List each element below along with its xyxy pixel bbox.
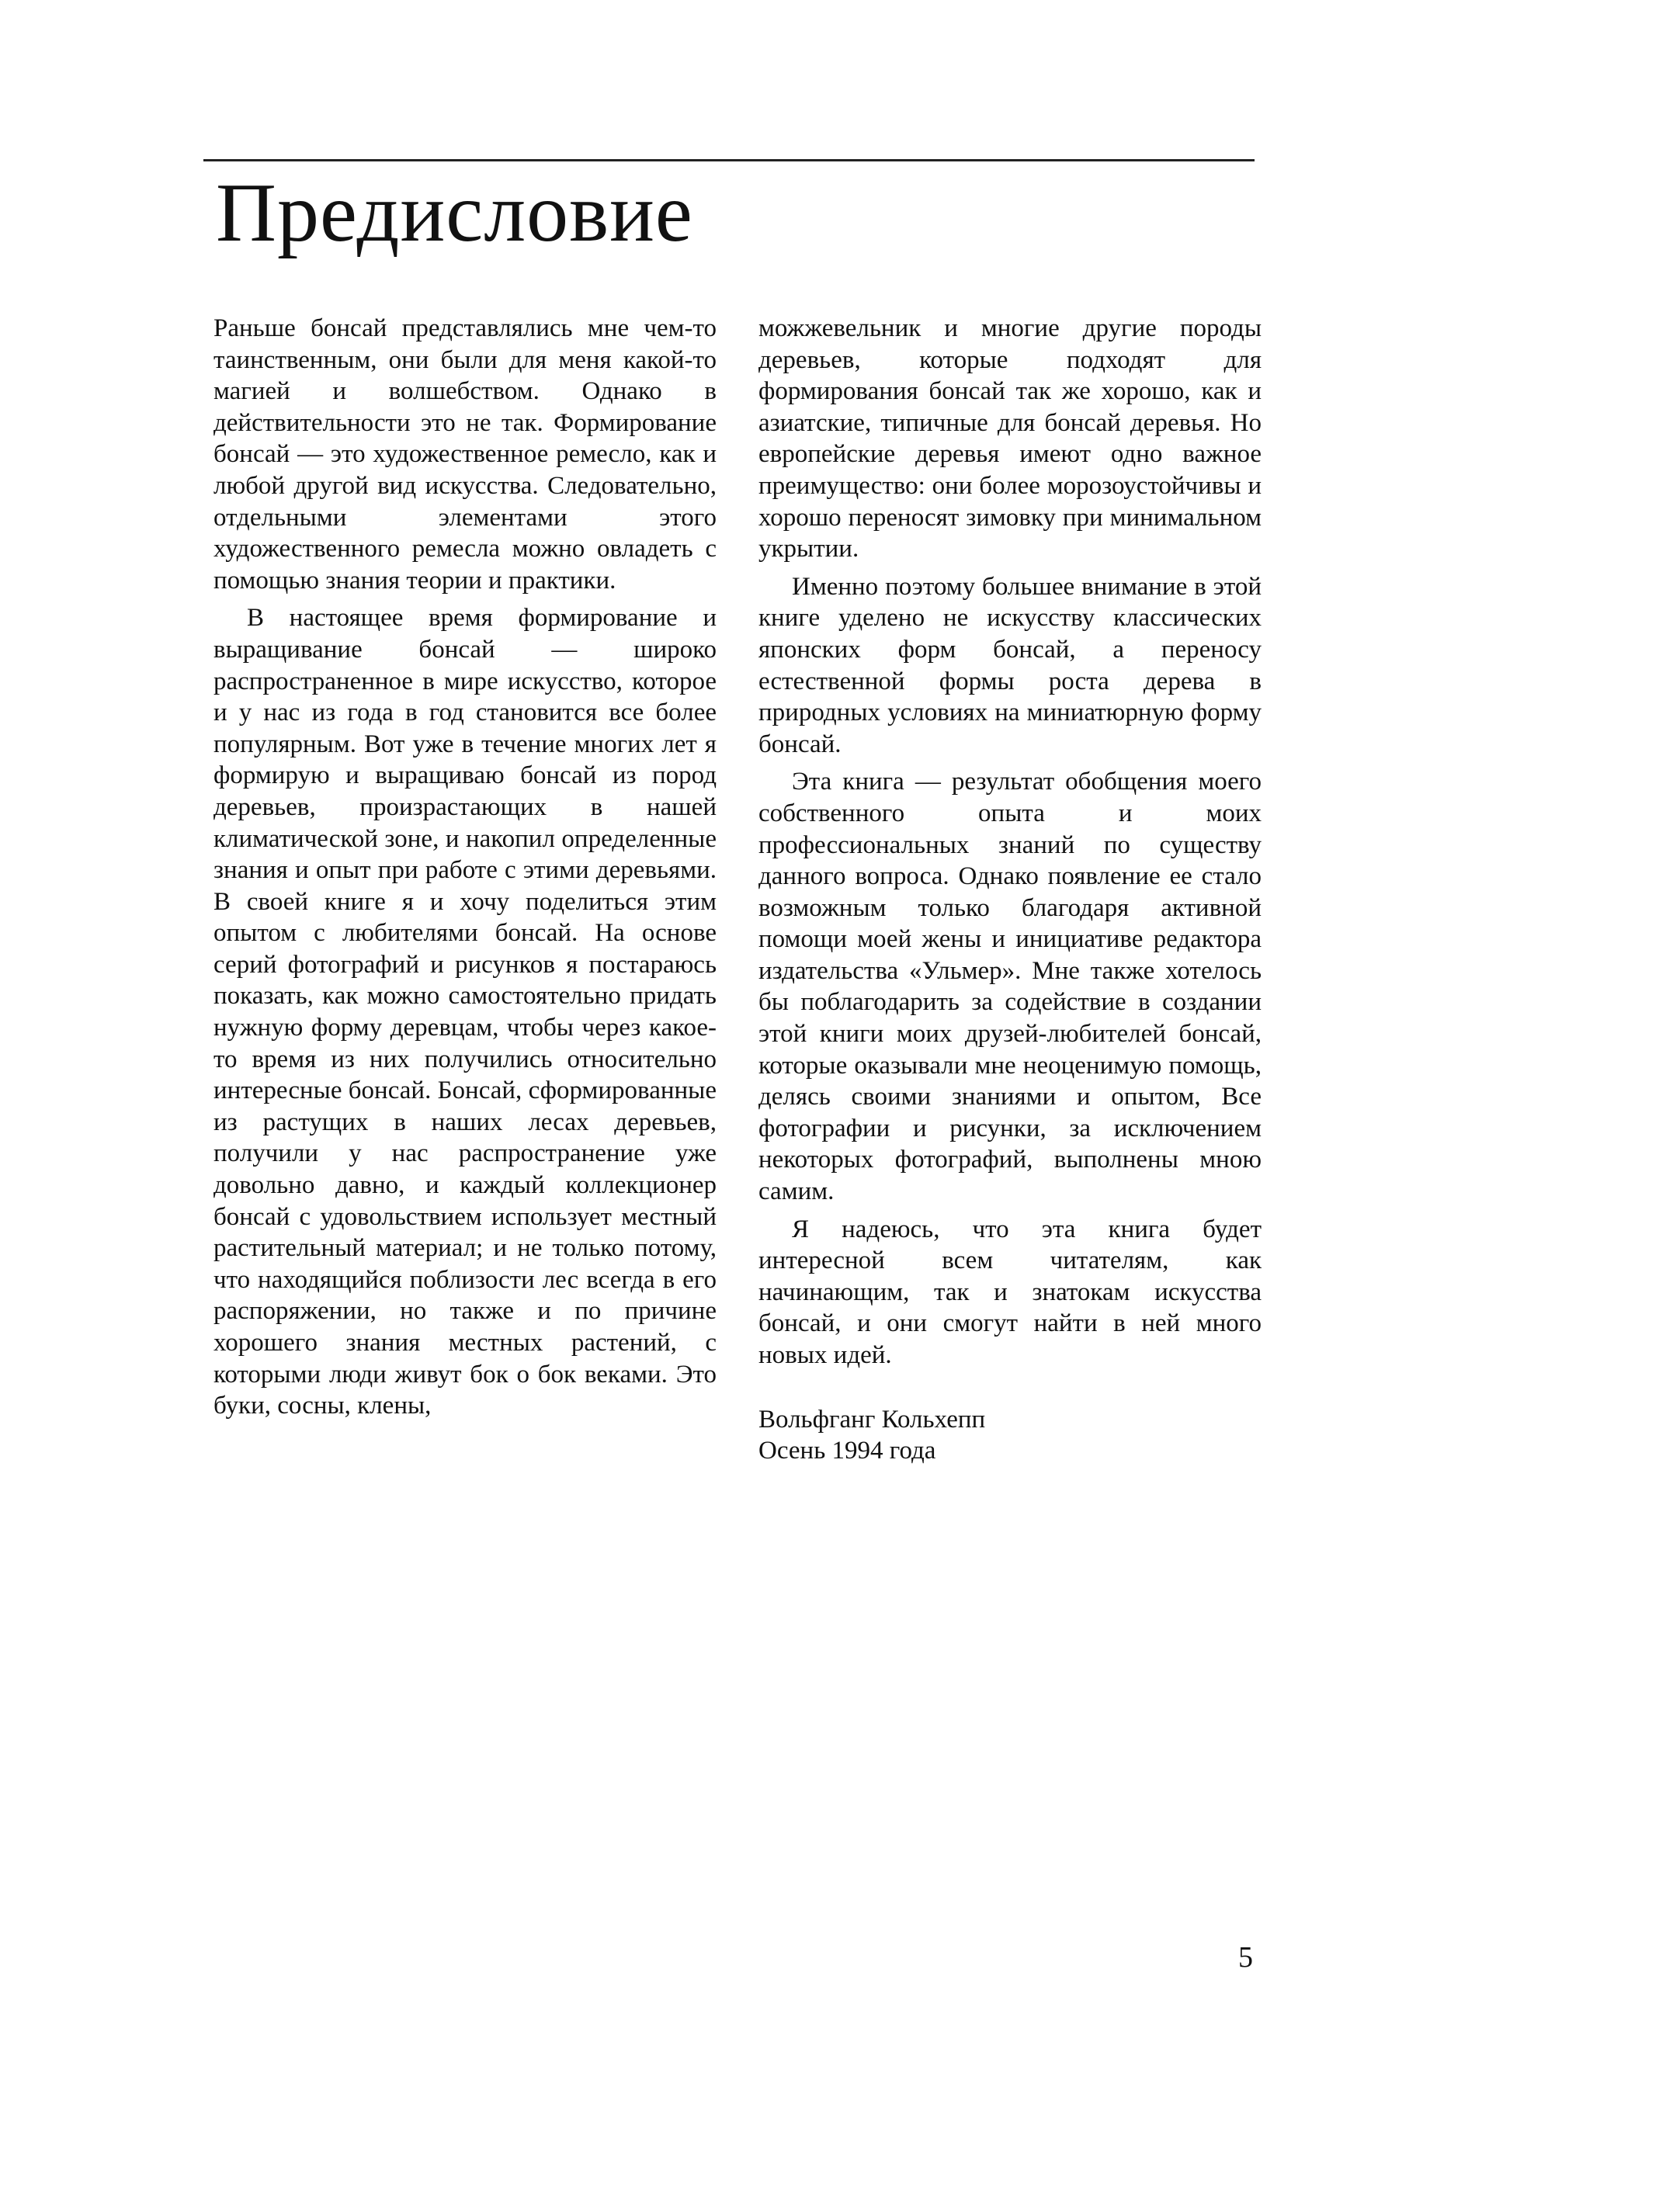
page-title: Предисловие — [216, 167, 693, 259]
paragraph-closing: Я надеюсь, что эта книга будет интересной всем читателям, как начинающим, так и знатокам искусства бонсай, и они смогут найти в ней много новых идей. — [758, 1215, 1262, 1369]
left-column — [213, 313, 717, 1422]
signature-author: Вольфганг Кольхепп — [758, 1405, 986, 1434]
signature — [758, 1404, 1262, 1467]
paragraph-continuation: можжевельник и многие другие породы деревьев, которые подходят для формирования бонсай так же хорошо, как и азиатские, типичные для бонсай деревья. Но европейские деревья имеют одно важное преимущество: они более морозоустойчивы и хорошо переносят зимовку при минимальном укрытии. — [758, 314, 1262, 563]
header-rule — [203, 159, 1255, 161]
page-number: 5 — [1238, 1941, 1253, 1974]
paragraph-intro: Раньше бонсай представлялись мне чем-то таинственным, они были для меня какой-то магией и волшебством. Однако в действительности это не так. Формирование бонсай — это художественное ремесло, как и любой другой вид искусства. Следовательно, отдельными элементами этого художественного ремесла можно овладеть с помощью знания теории и практики. — [213, 314, 717, 595]
paragraph-focus: Именно поэтому большее внимание в этой книге уделено не искусству классических японских форм бонсай, а переносу естественной формы роста дерева в природных условиях на миниатюрную форму бонсай. — [758, 572, 1262, 758]
right-column — [758, 313, 1262, 1467]
signature-date: Осень 1994 года — [758, 1437, 936, 1465]
paragraph-bonsai-today: В настоящее время формирование и выращивание бонсай — широко распространенное в мире искусство, которое и у нас из года в год становится все более популярным. Вот уже в течение многих лет я формирую и выращиваю бонсай из пород деревьев, произрастающих в нашей климатической зоне, и накопил определенные знания и опыт при работе с этими деревьями. В своей книге я и хочу поделиться этим опытом с любителями бонсай. На основе серий фотографий и рисунков я постараюсь показать, как можно самостоятельно придать нужную форму деревцам, чтобы через какое-то время из них получились относительно интересные бонсай. Бонсай, сформированные из растущих в наших лесах деревьев, получили у нас распространение уже довольно давно, и каждый коллекционер бонсай с удовольствием использует местный растительный материал; и не только потому, что находящийся поблизости лес всегда в его распоряжении, но также и по причине хорошего знания местных растений, с которыми люди живут бок о бок веками. Это буки, сосны, клены, — [213, 604, 717, 1420]
paragraph-acknowledgements: Эта книга — результат обобщения моего собственного опыта и моих профессиональных знаний по существу данного вопроса. Однако появление ее стало возможным только благодаря активной помощи моей жены и инициативе редактора издательства «Ульмер». Мне также хотелось бы поблагодарить за содействие в создании этой книги моих друзей-любителей бонсай, которые оказывали мне неоценимую помощь, делясь своими знаниями и опытом, Все фотографии и рисунки, за исключением некоторых фотографий, выполнены мною самим. — [758, 768, 1262, 1206]
